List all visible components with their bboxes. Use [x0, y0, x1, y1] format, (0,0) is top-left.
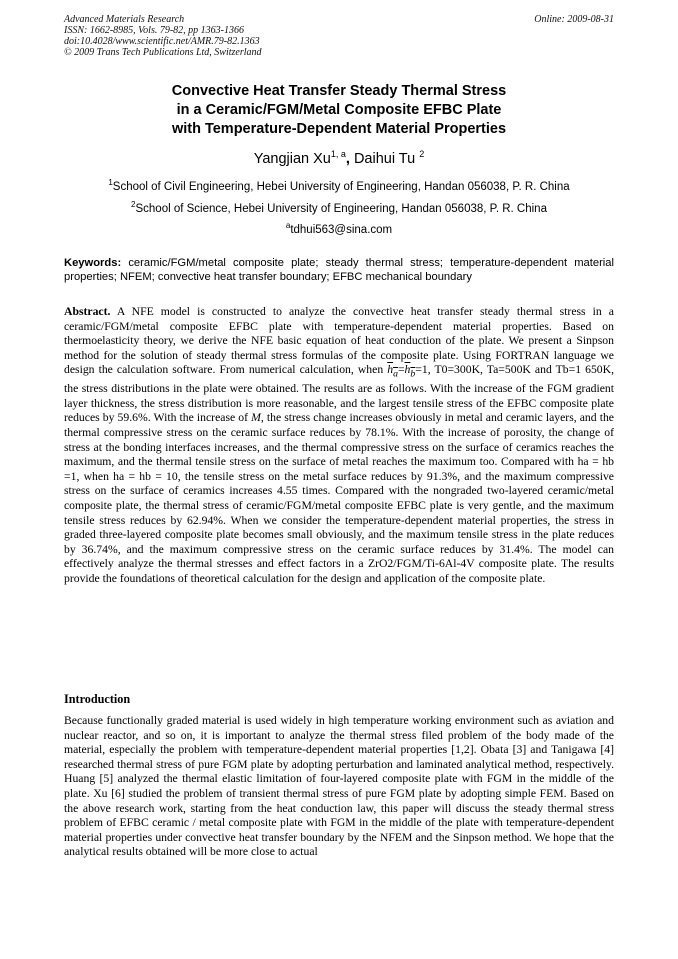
- equation-compare-1: ha = hb =1: [64, 455, 615, 483]
- abstract-part-5: , the tensile stress on the metal surface reduces by 91.3%, and the maximum compressive stress on the surface of ceramics increases 4.55 times. Compared with the nongraded two-layered ceramic/metal composite plate, the thermal stress of ceramic/FGM/metal composite EFBC plate is very gentle, and the maximum tensile stress reduces by 62.94%. When we consider the temperature-dependent material properties, the stress in graded three-layered composite plate becomes small obviously, and the maximum tensile stress in the plate reduces by 36.74%, and the maximum compressive stress on the ceramic surface reduces by 31.4%. The model can effectively analyze the thermal stresses and effect factors in a ZrO2/FGM/Ti-6Al-4V composite plate. The results provide the foundations of theoretical calculation for the design and application of the composite plate.: [64, 469, 614, 586]
- online-date: Online: 2009-08-31: [534, 14, 614, 25]
- copyright-line: © 2009 Trans Tech Publications Ltd, Switzerland: [64, 47, 262, 58]
- author-1: Yangjian Xu: [253, 150, 331, 167]
- introduction-text: Because functionally graded material is used widely in high temperature working environment such as aviation and nuclear reactor, and so on, it is important to analyze the thermal stress filed problem of the body made of the material, especially the problem with temperature-dependent material properties [1,2]. Obata [3] and Tanigawa [4] researched thermal stress of pure FGM plate by adopting perturbation and laminated analytical method, respectively. Huang [5] analyzed the thermal elastic limitation of four-layered composite plate with FGM in the middle of the plate. Xu [6] studied the problem of transient thermal stress of pure FGM plate by adopting simple FEM. Based on the above research work, starting from the heat conduction law, this paper will discuss the steady thermal stress problem of EFBC ceramic / metal composite plate with FGM in the middle of the plate with temperature-dependent material properties under convective heat transfer boundary by the NFEM and the Sinpson method. We hope that the analytical results obtained will be more close to actual: [64, 714, 614, 859]
- equation-ha-hb-1: $h_a$: [387, 363, 398, 380]
- keywords-label: Keywords:: [64, 257, 122, 269]
- corresponding-email: [0, 221, 678, 236]
- abstract-label: Abstract.: [64, 305, 111, 318]
- introduction-heading: Introduction: [64, 692, 131, 706]
- abstract-block: Abstract. A NFE model is constructed to analyze the convective heat transfer steady thermal stress in a ceramic/FGM/metal composite EFBC plate with temperature-dependent material properties. Based on thermoelasticity theory, we derive the NFE basic equation of heat conduction of the plate. We present a Sinpson method for the solution of steady thermal stress formulas of the composite plate. Using FORTRAN language we design the calculation software. From numerical calculation, when $h_a=h_b=1$, T0=300K, Ta=500K and Tb=1 650K, the stress distributions in the plate were obtained. The results are as follows. With the increase of the FGM gradient layer thickness, the stress distribution is more reasonable, and the largest tensile stress of the EFBC composite plate reduces by 59.6%. With the increase of M, the stress change increases obviously in metal and ceramic layers, and the thermal compressive stress on the ceramic surface reduces by 78.1%. With the increase of porosity, the change of stress at the bonding interfaces increases, and the thermal compressive stress on the surface of ceramics reaches the maximum, and the thermal tensile stress on the surface of metal reaches the maximum too. Compared with ha = hb =1, when ha = hb = 10, the tensile stress on the metal surface reduces by 91.3%, and the maximum compressive stress on the surface of ceramics increases 4.55 times. Compared with the nongraded two-layered ceramic/metal composite plate, the thermal stress of ceramic/FGM/metal composite EFBC plate is very gentle, and the maximum tensile stress reduces by 62.94%. When we consider the temperature-dependent material properties, the stress in graded three-layered composite plate becomes small obviously, and the maximum tensile stress in the plate reduces by 36.74%, and the maximum compressive stress on the ceramic surface reduces by 31.4%. The model can effectively analyze the thermal stresses and effect factors in a ZrO2/FGM/Ti-6Al-4V composite plate. The results provide the foundations of theoretical calculation for the design and application of the composite plate.: [64, 305, 615, 586]
- symbol-m: M: [251, 411, 261, 425]
- journal-header: [64, 14, 262, 58]
- journal-name: Advanced Materials Research: [64, 14, 185, 25]
- issn-line: ISSN: 1662-8985, Vols. 79-82, pp 1363-1366: [64, 25, 244, 36]
- paper-title: [0, 82, 678, 139]
- author-2: Daihui Tu: [353, 150, 416, 167]
- abstract-part-2: , T0=300K, Ta=500K and Tb=1 650K, the stress distributions in the plate were obtained. The results are as follows. With the increase of the FGM gradient layer thickness, the stress distribution is more reasonable, and the largest tensile stress of the EFBC composite plate reduces by 59.6%. With the increase of: [64, 363, 614, 425]
- author-separator: ,: [345, 150, 354, 167]
- email-text: tdhui563@sina.com: [290, 223, 393, 236]
- abstract-part-4: , when: [76, 469, 114, 483]
- doi-line: doi:10.4028/www.scientific.net/AMR.79-82.1363: [64, 36, 260, 47]
- keywords-block: [64, 256, 614, 284]
- affiliation-2-text: School of Science, Hebei University of Engineering, Handan 056038, P. R. China: [135, 202, 547, 215]
- affiliation-1-text: School of Civil Engineering, Hebei University of Engineering, Handan 056038, P. R. China: [112, 180, 570, 193]
- affiliation-2-mark: 2: [131, 200, 136, 209]
- author-list: [0, 149, 678, 167]
- author-2-affiliation-mark: 2: [419, 149, 425, 159]
- affiliation-1: [0, 178, 678, 193]
- keywords-text: ceramic/FGM/metal composite plate; steady thermal stress; temperature-dependent material properties; NFEM; convective heat transfer boundary; EFBC mechanical boundary: [64, 257, 614, 283]
- equation-hb: $h_b$: [404, 363, 416, 380]
- equation-compare-10: ha = hb = 10: [113, 469, 178, 483]
- email-mark: a: [285, 221, 291, 230]
- affiliation-1-mark: 1: [108, 178, 113, 187]
- abstract-part-3: , the stress change increases obviously in metal and ceramic layers, and the thermal compressive stress on the ceramic surface reduces by 78.1%. With the increase of porosity, the change of stress at the bonding interfaces increases, and the thermal compressive stress on the surface of ceramics reaches the maximum, and the thermal tensile stress on the surface of metal reaches the maximum too. Compared with: [64, 411, 614, 469]
- title-line-2: in a Ceramic/FGM/Metal Composite EFBC Plate: [176, 102, 502, 118]
- title-line-1: Convective Heat Transfer Steady Thermal Stress: [171, 83, 507, 99]
- author-1-affiliation-mark: 1, a: [330, 149, 346, 159]
- abstract-part-1: A NFE model is constructed to analyze the convective heat transfer steady thermal stress in a ceramic/FGM/metal composite EFBC plate with temperature-dependent material properties. Based on thermoelasticity theory, we derive the NFE basic equation of heat conduction of the plate. We present a Sinpson method for the solution of steady thermal stress formulas of the composite plate. Using FORTRAN language we design the calculation software. From numerical calculation, when: [64, 305, 614, 377]
- affiliation-2: [0, 200, 678, 215]
- title-line-3: with Temperature-Dependent Material Properties: [171, 121, 507, 137]
